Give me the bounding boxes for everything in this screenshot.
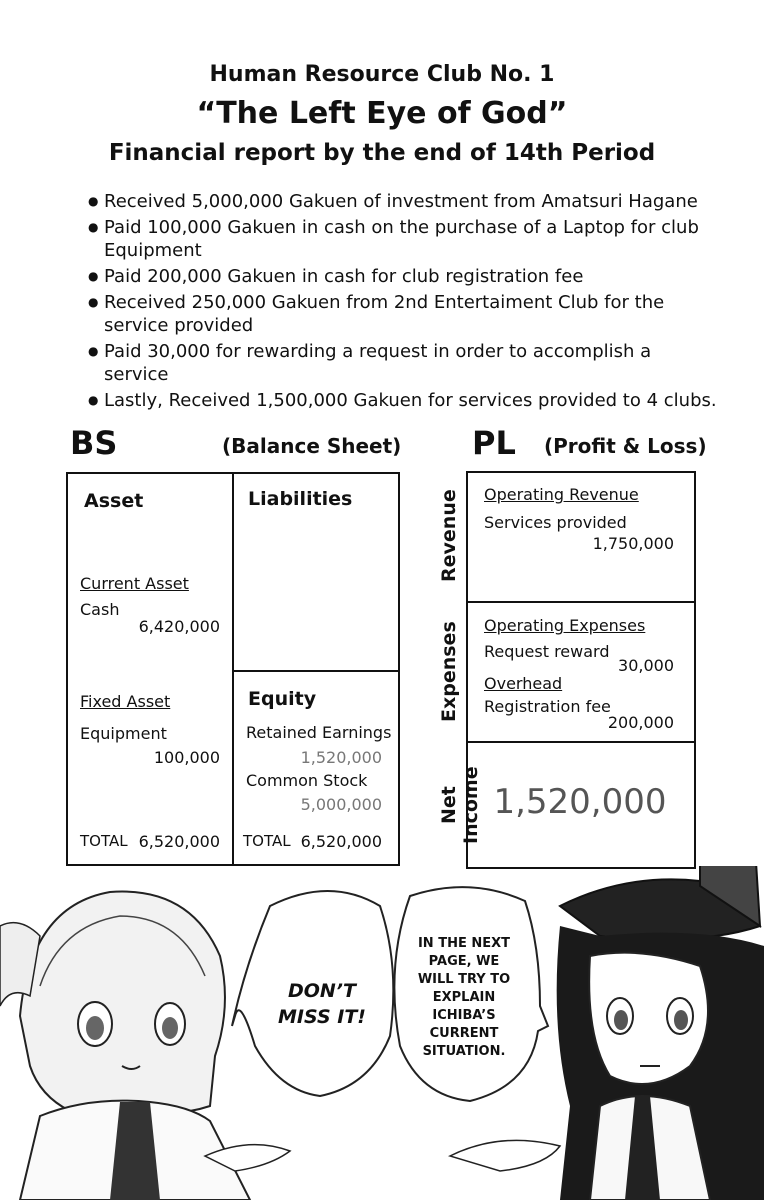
list-item: ● Paid 100,000 Gakuen in cash on the purchase of a Laptop for club Equipment xyxy=(88,216,718,262)
registration-fee-value: 200,000 xyxy=(607,713,674,732)
asset-total-value: 6,520,000 xyxy=(138,832,220,851)
equipment-value: 100,000 xyxy=(153,748,220,767)
revenue-side-label: Revenue xyxy=(438,489,460,583)
services-provided-label: Services provided xyxy=(484,513,627,532)
services-provided-value: 1,750,000 xyxy=(592,534,674,553)
equity-heading: Equity xyxy=(248,688,317,710)
operating-revenue-heading: Operating Revenue xyxy=(484,485,639,504)
request-reward-value: 30,000 xyxy=(618,656,674,675)
list-item: ● Lastly, Received 1,500,000 Gakuen for services provided to 4 clubs. xyxy=(88,389,718,412)
expenses-side-label: Expenses xyxy=(438,621,460,723)
current-asset-heading: Current Asset xyxy=(80,574,189,593)
equity-total-value: 6,520,000 xyxy=(300,832,382,851)
list-item: ● Received 250,000 Gakuen from 2nd Entertaiment Club for the service provided xyxy=(88,291,718,337)
retained-earnings-value: 1,520,000 xyxy=(300,748,382,767)
operating-expenses-heading: Operating Expenses xyxy=(484,616,646,635)
cash-value: 6,420,000 xyxy=(138,617,220,636)
common-stock-label: Common Stock xyxy=(246,771,368,790)
cash-label: Cash xyxy=(80,600,120,619)
list-item: ● Received 5,000,000 Gakuen of investment from Amatsuri Hagane xyxy=(88,190,718,213)
asset-total-label: TOTAL xyxy=(80,832,128,850)
list-item: ● Paid 200,000 Gakuen in cash for club registration fee xyxy=(88,265,718,288)
request-reward-label: Request reward xyxy=(484,642,610,661)
pl-heading: PL xyxy=(472,424,516,462)
list-item: ● Paid 30,000 for rewarding a request in order to accomplish a service xyxy=(88,340,718,386)
left-character xyxy=(0,892,290,1200)
report-title: Financial report by the end of 14th Period xyxy=(108,140,656,166)
overhead-heading: Overhead xyxy=(484,674,563,693)
bs-heading: BS xyxy=(70,424,118,462)
pl-divider-1 xyxy=(466,601,694,603)
retained-earnings-label: Retained Earnings xyxy=(246,723,392,742)
pl-subheading: (Profit & Loss) xyxy=(544,434,707,458)
bs-subheading: (Balance Sheet) xyxy=(222,434,402,458)
manga-illustration xyxy=(0,866,764,1200)
right-bubble-text: IN THE NEXT PAGE, WE WILL TRY TO EXPLAIN ICHIBA’S CURRENT SITUATION. xyxy=(417,936,511,1059)
equity-total-label: TOTAL xyxy=(243,832,291,850)
transaction-list xyxy=(88,190,718,415)
left-bubble-text: DON’T MISS IT! xyxy=(278,980,366,1028)
equipment-label: Equipment xyxy=(80,724,167,743)
club-title: Human Resource Club No. 1 xyxy=(209,62,555,87)
net-income-side-label: Net Income xyxy=(438,766,482,844)
registration-fee-label: Registration fee xyxy=(484,697,611,716)
club-name-title: “The Left Eye of God” xyxy=(196,96,568,131)
liabilities-heading: Liabilities xyxy=(248,488,353,510)
common-stock-value: 5,000,000 xyxy=(300,795,382,814)
pl-divider-2 xyxy=(466,741,694,743)
asset-heading: Asset xyxy=(84,490,144,512)
bs-divider-horizontal xyxy=(232,670,398,672)
net-income-value: 1,520,000 xyxy=(493,782,667,822)
fixed-asset-heading: Fixed Asset xyxy=(80,692,171,711)
bs-divider-vertical xyxy=(232,472,234,864)
